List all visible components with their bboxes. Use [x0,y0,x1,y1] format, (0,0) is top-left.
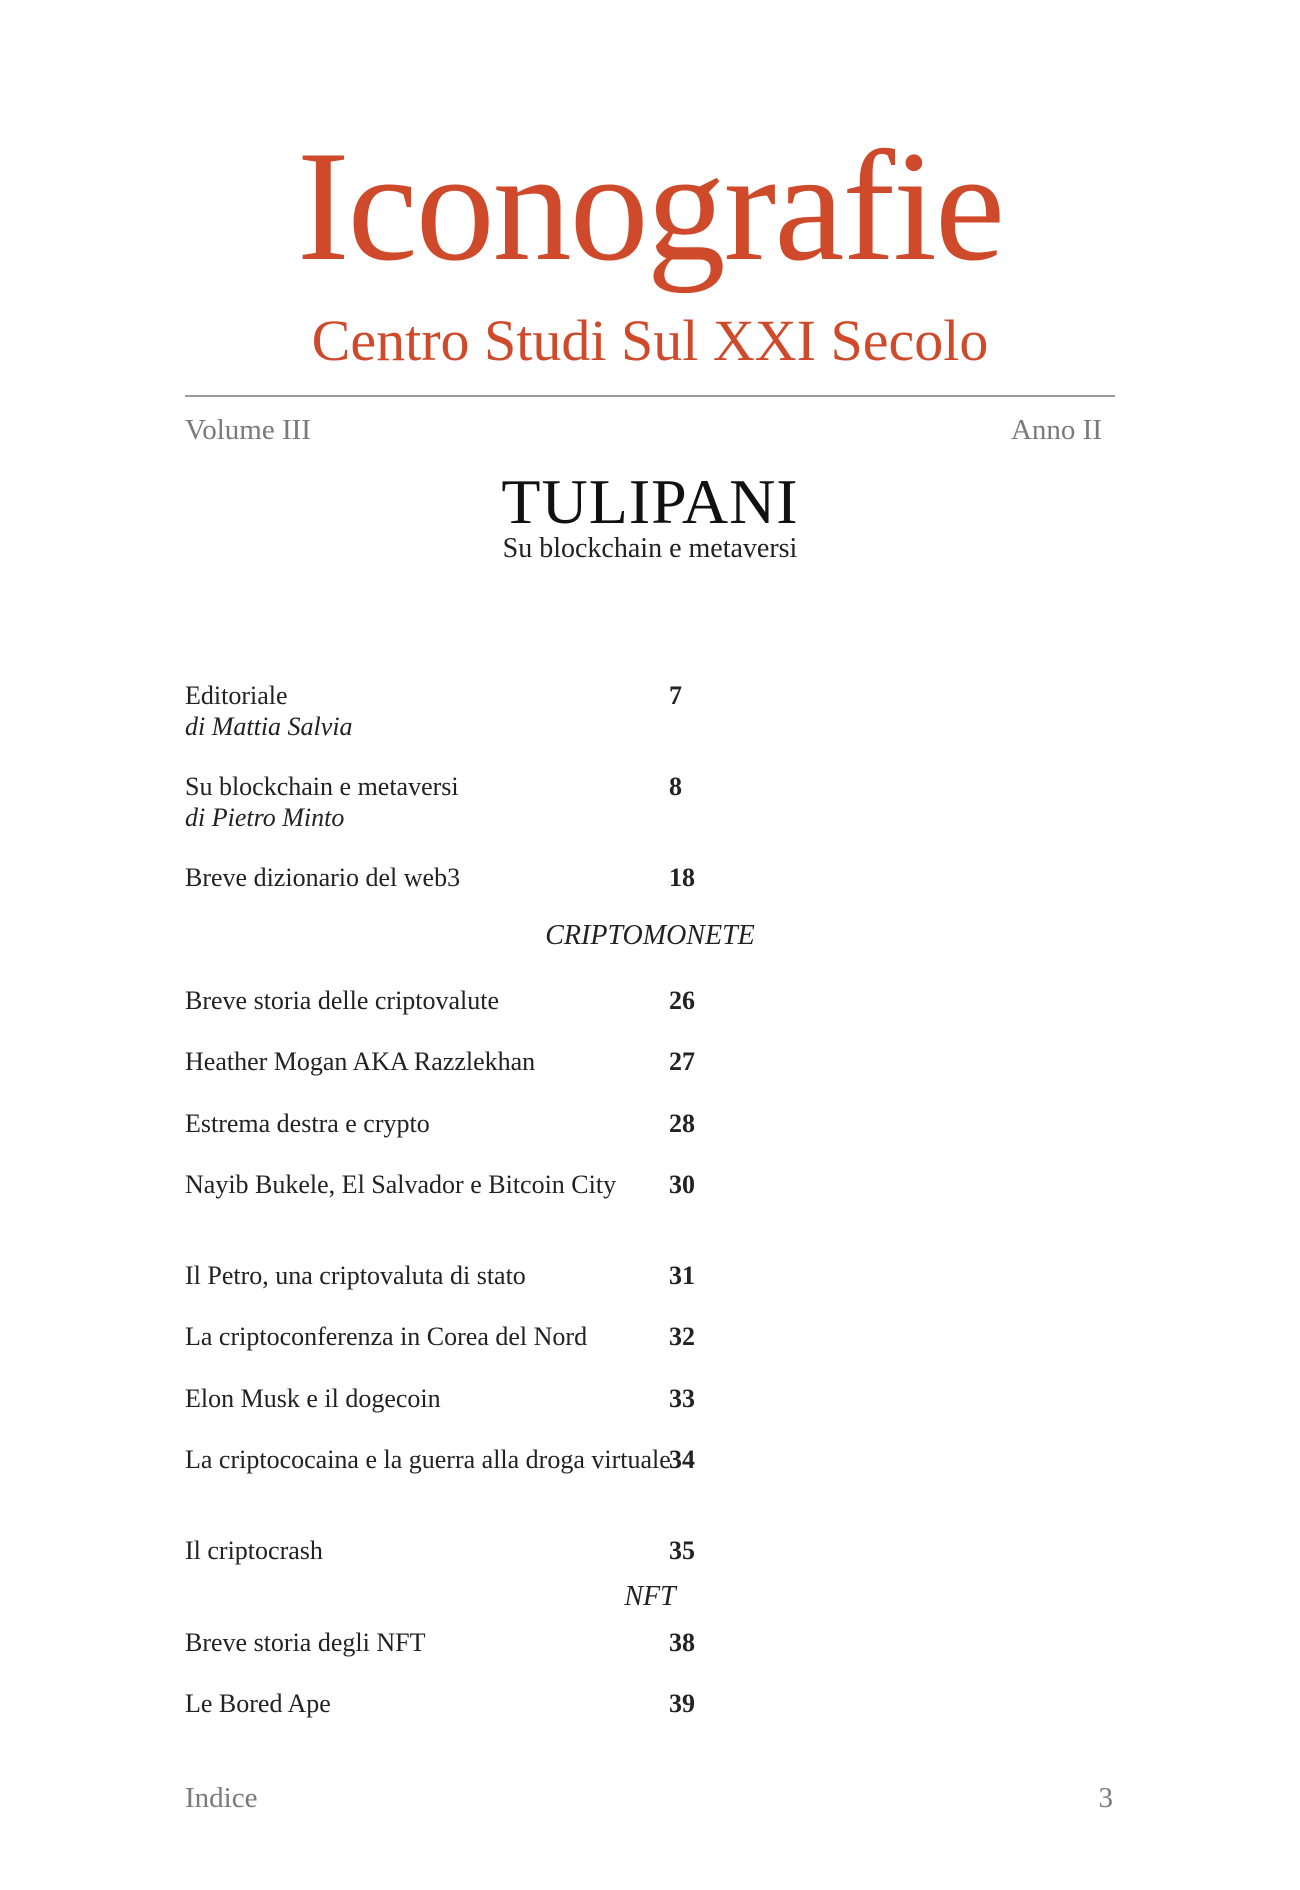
toc-entry-title: Breve storia degli NFT [185,1628,426,1657]
footer-page-number: 3 [1098,1782,1113,1814]
toc-page-number: 31 [669,1261,695,1290]
toc-entry-author: di Pietro Minto [185,803,345,832]
footer-section-label: Indice [185,1782,258,1814]
year-label: Anno II [1010,414,1102,446]
toc-entry-title: Breve storia delle criptovalute [185,986,500,1015]
toc-entry[interactable] [185,1321,705,1352]
toc-page-number: 38 [669,1628,695,1657]
toc-page-number: 30 [669,1170,695,1199]
section-heading-criptomonete: CRIPTOMONETE [545,920,755,951]
toc-entry[interactable] [185,680,705,742]
toc-entry-title: Il Petro, una criptovaluta di stato [185,1261,526,1290]
toc-entry[interactable] [185,1627,705,1658]
toc-entry-title: Estrema destra e crypto [185,1109,430,1138]
toc-entry[interactable] [185,985,705,1016]
toc-page-number: 27 [669,1047,695,1076]
toc-entry-title: Le Bored Ape [185,1689,331,1718]
toc-entry-title: La criptococaina e la guerra alla droga virtuale [185,1445,671,1474]
toc-entry-title: Heather Mogan AKA Razzlekhan [185,1047,536,1076]
toc-entry[interactable] [185,1108,705,1139]
toc-page-number: 26 [669,986,695,1015]
masthead-subtitle: Centro Studi Sul XXI Secolo [311,308,989,373]
toc-entry-title: La criptoconferenza in Corea del Nord [185,1322,588,1351]
toc-page-number: 8 [669,772,682,801]
toc-entry[interactable] [185,1444,705,1475]
toc-page-number: 7 [669,681,682,710]
toc-entry-author: di Mattia Salvia [185,712,353,741]
toc-entry[interactable] [185,1260,705,1291]
toc-page-number: 33 [669,1384,695,1413]
toc-entry[interactable] [185,1383,705,1414]
toc-entry-title: Il criptocrash [185,1536,323,1565]
toc-entry[interactable] [185,771,705,833]
toc-entry-title: Editoriale [185,681,288,710]
toc-page-number: 35 [669,1536,695,1565]
toc-page-number: 34 [669,1445,695,1474]
toc-entry[interactable] [185,1688,705,1719]
issue-title: TULIPANI [501,466,799,537]
toc-entry[interactable] [185,862,705,893]
masthead-title: Iconografie [296,119,1004,294]
volume-label: Volume III [185,414,311,446]
toc-entry[interactable] [185,1169,705,1200]
toc-page-number: 28 [669,1109,695,1138]
toc-entry-title: Elon Musk e il dogecoin [185,1384,441,1413]
toc-entry[interactable] [185,1535,705,1566]
header-divider [185,395,1115,397]
toc-entry-title: Breve dizionario del web3 [185,863,461,892]
toc-page-number: 39 [669,1689,695,1718]
section-heading-nft: NFT [624,1581,676,1612]
toc-page-number: 32 [669,1322,695,1351]
issue-subtitle: Su blockchain e metaversi [502,533,798,564]
toc-entry-title: Su blockchain e metaversi [185,772,459,801]
toc-entry-title: Nayib Bukele, El Salvador e Bitcoin City [185,1170,617,1199]
toc-entry[interactable] [185,1046,705,1077]
toc-page-number: 18 [669,863,695,892]
